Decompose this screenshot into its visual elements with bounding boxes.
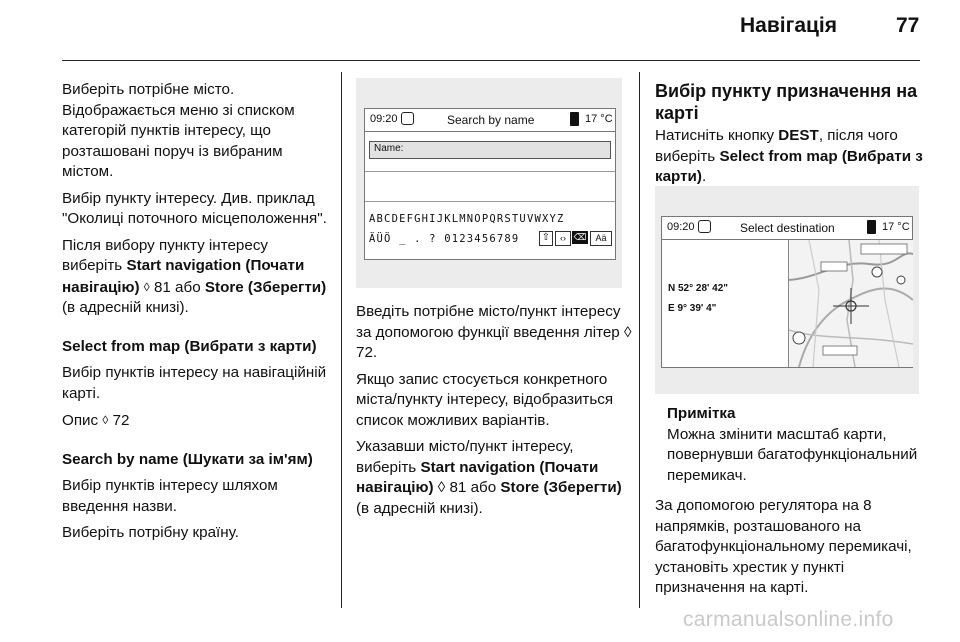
select-destination-screenshot: [655, 186, 919, 394]
paragraph: Виберіть потрібну країну.: [62, 524, 239, 541]
store-label: Store (Зберегти): [500, 479, 622, 496]
paragraph: Вибір пунктів інтересу на навігаційній карті.: [62, 364, 327, 402]
column-1: [62, 80, 332, 550]
section-heading-select-from-map: Select from map (Вибрати з карти): [62, 337, 317, 355]
paragraph: Введіть потрібне місто/пункт інтересу за допомогою функції введення літер ◊ 72.: [356, 303, 632, 361]
store-label: Store (Зберегти): [204, 278, 327, 296]
column-3-lower: [655, 404, 923, 605]
section-heading-search-by-name: Search by name (Шукати за ім'ям): [62, 450, 313, 468]
map-roads: [789, 240, 913, 367]
paragraph: Натисніть кнопку DEST, після чого виберіть Select from map (Вибрати з карти).: [655, 127, 923, 185]
paragraph: За допомогою регулятора на 8 напрямків, розташованого на багатофункціональному перемикачі, установіть хрестик у пункті призначення на карті.: [655, 497, 912, 596]
paragraph: Виберіть потрібне місто. Відображається меню зі списком категорій пунктів інтересу, що розташовані поруч із вибраним містом.: [62, 81, 295, 180]
clock-time: 09:20: [370, 113, 398, 125]
paragraph: Опис ◊ 72: [62, 412, 130, 429]
column-divider-2: [639, 72, 640, 608]
temperature: 17 °C: [585, 113, 613, 125]
paragraph: Указавши місто/пункт інтересу, виберіть Start navigation (Почати навігацію) ◊ 81 або Store (Зберегти) (в адресній книзі).: [356, 438, 622, 517]
clock-icon: [401, 112, 414, 125]
start-navigation-label: Start navigation (Почати навігацію): [62, 257, 305, 296]
search-by-name-screenshot: [356, 78, 622, 288]
page-ref-icon: ◊: [143, 279, 150, 294]
note-title: Примітка: [667, 405, 736, 422]
paragraph: Якщо запис стосується конкретного міста/пункту інтересу, відобразиться список можливих варіантів.: [356, 370, 614, 429]
page-ref-icon: ◊: [102, 413, 109, 427]
header-rule: [62, 60, 920, 61]
arrows-icon[interactable]: ‹›: [555, 231, 571, 246]
paragraph: Вибір пунктів інтересу шляхом введення назви.: [62, 477, 278, 515]
latitude: N 52° 28' 42": [668, 283, 729, 294]
start-navigation-label: Start navigation (Почати навігацію): [356, 458, 599, 496]
column-2: [356, 302, 634, 525]
screen-title: Select destination: [740, 221, 835, 235]
header-title: Навігація: [740, 14, 838, 37]
case-toggle-key[interactable]: Aä: [590, 231, 612, 246]
phone-icon: [867, 220, 876, 234]
name-input[interactable]: Name:: [369, 141, 611, 159]
backspace-icon[interactable]: ⌫: [573, 232, 587, 242]
clock-icon: [698, 220, 711, 233]
section-heading-destination-on-map: Вибір пункту призначення на карті: [655, 81, 918, 123]
dest-button-label: DEST: [778, 127, 819, 144]
phone-icon: [570, 112, 579, 126]
select-from-map-label: Select from map (Вибрати з карти): [655, 147, 923, 185]
longitude: E 9° 39' 4": [668, 303, 717, 314]
paragraph: Вибір пункту інтересу. Див. приклад "Околиці поточного місцеположення".: [62, 189, 327, 227]
navigation-map[interactable]: [788, 240, 913, 367]
watermark: carmanualsonline.info: [683, 608, 894, 631]
clock-time: 09:20: [667, 221, 695, 233]
up-arrow-icon[interactable]: ⇧: [539, 231, 553, 246]
note-box: [667, 404, 923, 486]
page-number: 77: [896, 14, 920, 37]
letter-keyboard-row[interactable]: ABCDEFGHIJKLMNOPQRSTUVWXYZ: [369, 213, 565, 225]
screen-title: Search by name: [447, 113, 535, 127]
note-body: Можна змінити масштаб карти, повернувши багатофункціональний перемикач.: [667, 425, 918, 484]
paragraph: Після вибору пункту інтересу виберіть Start navigation (Почати навігацію) ◊ 81 або Store (Зберегти) (в адресній книзі).: [62, 236, 327, 316]
column-3: [655, 80, 923, 194]
column-divider-1: [341, 72, 342, 608]
digit-keyboard-row[interactable]: ÄÜÖ _ . ? 0123456789: [369, 233, 520, 245]
temperature: 17 °C: [882, 221, 910, 233]
